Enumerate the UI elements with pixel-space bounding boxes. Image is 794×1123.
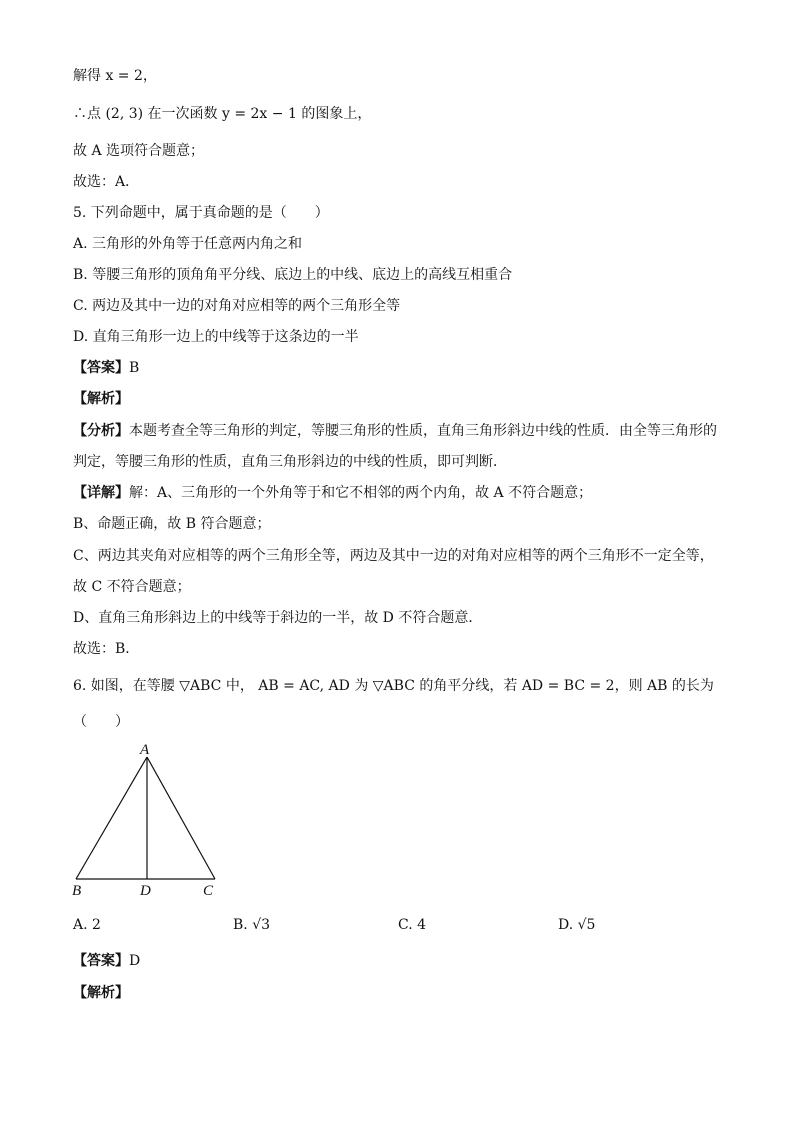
answer-5 — [73, 358, 139, 378]
question-5-stem: 5. 下列命题中，属于真命题的是（ ） — [73, 205, 329, 221]
xiangjie-tag: 【详解】 — [73, 485, 129, 501]
side-ab — [76, 757, 147, 879]
vertex-label-d: D — [140, 883, 151, 898]
answer-tag: 【答案】 — [73, 360, 129, 376]
analysis-5-c: C、两边其夹角对应相等的两个三角形全等，两边及其中一边的对角对应相等的两个三角形不一定全等， — [73, 548, 714, 564]
analysis-5-b: B、命题正确，故 B 符合题意； — [73, 516, 271, 532]
answer-value: B — [129, 360, 140, 376]
answer-6 — [73, 951, 140, 971]
question-6-option-a: A. 2 — [73, 917, 101, 933]
question-5-option-b: B. 等腰三角形的顶角角平分线、底边上的中线、底边上的高线互相重合 — [73, 267, 513, 283]
question-5-option-a: A. 三角形的外角等于任意两内角之和 — [73, 236, 303, 252]
conclusion-5: 故选：B． — [73, 641, 140, 657]
analysis-5-fenxi-cont: 判定，等腰三角形的性质，直角三角形斜边的中线的性质，即可判断． — [73, 454, 507, 470]
solution-line-1: 解得 x = 2， — [73, 68, 157, 84]
vertex-label-a: A — [140, 742, 150, 758]
question-6-stem: 6. 如图，在等腰 ▽ABC 中， AB = AC, AD 为 ▽ABC 的角平分线，若 AD = BC = 2，则 AB 的长为 — [73, 678, 714, 694]
analysis-6-heading: 【解析】 — [73, 985, 129, 1001]
answer-tag: 【答案】 — [73, 953, 129, 969]
solution-line-4: 故选：A． — [73, 174, 140, 190]
analysis-5-fenxi — [73, 421, 717, 441]
question-5-option-d: D. 直角三角形一边上的中线等于这条边的一半 — [73, 329, 359, 345]
answer-value: D — [129, 953, 141, 969]
vertex-label-b: B — [72, 883, 82, 898]
analysis-5-d: D、直角三角形斜边上的中线等于斜边的一半，故 D 不符合题意． — [73, 610, 483, 626]
analysis-5-c-cont: 故 C 不符合题意； — [73, 579, 191, 595]
question-6-option-c: C. 4 — [398, 917, 427, 933]
vertex-label-c: C — [203, 883, 214, 898]
question-5-option-c: C. 两边及其中一边的对角对应相等的两个三角形全等 — [73, 298, 401, 314]
analysis-5-heading: 【解析】 — [73, 391, 129, 407]
side-ac — [147, 757, 215, 879]
solution-line-3: 故 A 选项符合题意； — [73, 143, 205, 159]
analysis-5-xiangjie — [73, 483, 592, 503]
fenxi-text: 本题考查全等三角形的判定，等腰三角形的性质，直角三角形斜边中线的性质．由全等三角形的 — [129, 423, 717, 439]
question-6-bracket: （ ） — [73, 714, 129, 730]
fenxi-tag: 【分析】 — [73, 423, 129, 439]
triangle-figure — [64, 738, 244, 898]
question-6-option-d: D. √5 — [558, 917, 596, 933]
solution-line-2: ∴点 (2, 3) 在一次函数 y = 2x − 1 的图象上， — [73, 106, 372, 122]
triangle-lines — [76, 757, 215, 879]
xiangjie-text: 解：A、三角形的一个外角等于和它不相邻的两个内角，故 A 不符合题意； — [129, 485, 593, 501]
question-6-option-b: B. √3 — [233, 917, 271, 933]
